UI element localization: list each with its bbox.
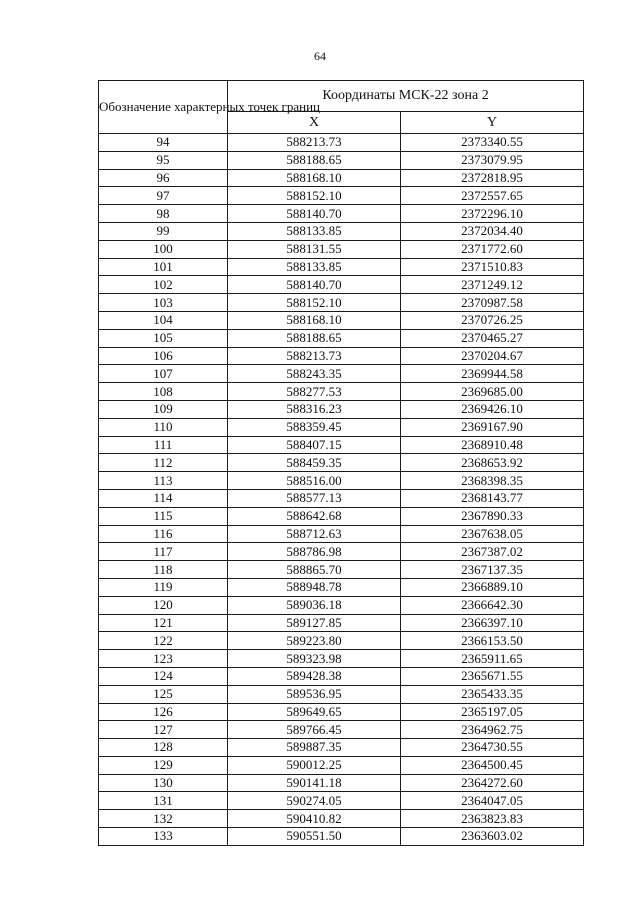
x-coordinate-cell: 588712.63 [228, 525, 401, 543]
table-row [99, 561, 584, 579]
x-coordinate-cell: 589766.45 [228, 721, 401, 739]
point-designation-header [99, 81, 321, 134]
point-number-cell: 125 [99, 685, 228, 703]
table-row [99, 721, 584, 739]
x-coordinate-cell: 589127.85 [228, 614, 401, 632]
x-coordinate-cell: 588168.10 [228, 169, 401, 187]
x-coordinate-cell: 590274.05 [228, 792, 401, 810]
point-number-cell: 122 [99, 632, 228, 650]
point-number-cell: 95 [99, 151, 228, 169]
table-row [99, 525, 584, 543]
table-row [99, 739, 584, 757]
table-row [99, 454, 584, 472]
x-coordinate-cell: 588140.70 [228, 276, 401, 294]
x-coordinate-cell: 588152.10 [228, 187, 401, 205]
table-row [99, 685, 584, 703]
x-coordinate-cell: 588243.35 [228, 365, 401, 383]
x-coordinate-cell: 588131.55 [228, 240, 401, 258]
x-coordinate-cell: 589323.98 [228, 650, 401, 668]
y-column-header: Y [401, 112, 584, 134]
y-coordinate-cell: 2367890.33 [401, 507, 584, 525]
y-coordinate-cell: 2371249.12 [401, 276, 584, 294]
table-row [99, 543, 584, 561]
point-number-cell: 130 [99, 774, 228, 792]
point-number-cell: 112 [99, 454, 228, 472]
x-coordinate-cell: 588133.85 [228, 258, 401, 276]
table-row [99, 632, 584, 650]
x-coordinate-cell: 590012.25 [228, 756, 401, 774]
table-row [99, 383, 584, 401]
point-number-cell: 108 [99, 383, 228, 401]
point-number-cell: 110 [99, 418, 228, 436]
point-number-cell: 123 [99, 650, 228, 668]
x-coordinate-cell: 590410.82 [228, 810, 401, 828]
point-number-cell: 104 [99, 311, 228, 329]
table-row [99, 258, 584, 276]
point-number-cell: 118 [99, 561, 228, 579]
y-coordinate-cell: 2365671.55 [401, 667, 584, 685]
y-coordinate-cell: 2370204.67 [401, 347, 584, 365]
point-number-cell: 100 [99, 240, 228, 258]
point-number-cell: 119 [99, 578, 228, 596]
y-coordinate-cell: 2365433.35 [401, 685, 584, 703]
x-coordinate-cell: 589649.65 [228, 703, 401, 721]
y-coordinate-cell: 2366397.10 [401, 614, 584, 632]
y-coordinate-cell: 2372296.10 [401, 205, 584, 223]
point-number-cell: 117 [99, 543, 228, 561]
table-row [99, 774, 584, 792]
x-coordinate-cell: 589536.95 [228, 685, 401, 703]
y-coordinate-cell: 2367387.02 [401, 543, 584, 561]
table-row [99, 365, 584, 383]
point-number-cell: 127 [99, 721, 228, 739]
point-number-cell: 111 [99, 436, 228, 454]
x-coordinate-cell: 588459.35 [228, 454, 401, 472]
y-coordinate-cell: 2364047.05 [401, 792, 584, 810]
y-coordinate-cell: 2372557.65 [401, 187, 584, 205]
table-row [99, 650, 584, 668]
x-coordinate-cell: 588577.13 [228, 489, 401, 507]
y-coordinate-cell: 2368398.35 [401, 472, 584, 490]
y-coordinate-cell: 2370465.27 [401, 329, 584, 347]
x-coordinate-cell: 588140.70 [228, 205, 401, 223]
point-number-cell: 94 [99, 134, 228, 152]
point-number-cell: 102 [99, 276, 228, 294]
page-number: 64 [314, 49, 326, 63]
x-coordinate-cell: 588865.70 [228, 561, 401, 579]
coordinates-table [98, 80, 584, 846]
y-coordinate-cell: 2364962.75 [401, 721, 584, 739]
x-coordinate-cell: 588642.68 [228, 507, 401, 525]
point-number-cell: 126 [99, 703, 228, 721]
y-coordinate-cell: 2369685.00 [401, 383, 584, 401]
table-row [99, 418, 584, 436]
x-coordinate-cell: 589223.80 [228, 632, 401, 650]
y-coordinate-cell: 2363823.83 [401, 810, 584, 828]
point-number-cell: 106 [99, 347, 228, 365]
x-coordinate-cell: 588786.98 [228, 543, 401, 561]
point-number-cell: 105 [99, 329, 228, 347]
point-number-cell: 129 [99, 756, 228, 774]
coordinates-group-header: Координаты МСК-22 зона 2 [228, 81, 584, 112]
x-coordinate-cell: 588516.00 [228, 472, 401, 490]
table-row [99, 507, 584, 525]
point-number-cell: 120 [99, 596, 228, 614]
table-row [99, 667, 584, 685]
table-row [99, 205, 584, 223]
table-body [99, 134, 584, 846]
point-number-cell: 98 [99, 205, 228, 223]
x-coordinate-cell: 590141.18 [228, 774, 401, 792]
y-coordinate-cell: 2364730.55 [401, 739, 584, 757]
point-number-cell: 133 [99, 828, 228, 846]
x-coordinate-cell: 588277.53 [228, 383, 401, 401]
x-coordinate-cell: 588152.10 [228, 294, 401, 312]
x-coordinate-cell: 588316.23 [228, 400, 401, 418]
point-number-cell: 96 [99, 169, 228, 187]
y-coordinate-cell: 2368653.92 [401, 454, 584, 472]
point-number-cell: 113 [99, 472, 228, 490]
table-row [99, 400, 584, 418]
y-coordinate-cell: 2373079.95 [401, 151, 584, 169]
point-number-cell: 103 [99, 294, 228, 312]
y-coordinate-cell: 2364272.60 [401, 774, 584, 792]
y-coordinate-cell: 2365197.05 [401, 703, 584, 721]
table-row [99, 240, 584, 258]
table-row [99, 810, 584, 828]
point-number-cell: 107 [99, 365, 228, 383]
table-row [99, 151, 584, 169]
y-coordinate-cell: 2372818.95 [401, 169, 584, 187]
point-number-cell: 128 [99, 739, 228, 757]
table-row [99, 792, 584, 810]
table-row [99, 578, 584, 596]
table-row [99, 311, 584, 329]
table-row [99, 222, 584, 240]
y-coordinate-cell: 2367137.35 [401, 561, 584, 579]
y-coordinate-cell: 2372034.40 [401, 222, 584, 240]
table-row [99, 436, 584, 454]
x-coordinate-cell: 588188.65 [228, 329, 401, 347]
point-number-cell: 132 [99, 810, 228, 828]
table-row [99, 472, 584, 490]
x-coordinate-cell: 588188.65 [228, 151, 401, 169]
y-coordinate-cell: 2373340.55 [401, 134, 584, 152]
table-row [99, 489, 584, 507]
y-coordinate-cell: 2369944.58 [401, 365, 584, 383]
table-row [99, 596, 584, 614]
point-number-cell: 116 [99, 525, 228, 543]
point-number-cell: 124 [99, 667, 228, 685]
y-coordinate-cell: 2366642.30 [401, 596, 584, 614]
table-row [99, 187, 584, 205]
x-coordinate-cell: 588133.85 [228, 222, 401, 240]
x-coordinate-cell: 590551.50 [228, 828, 401, 846]
y-coordinate-cell: 2369167.90 [401, 418, 584, 436]
x-coordinate-cell: 589428.38 [228, 667, 401, 685]
point-designation-header-text: Обозначение характерных точек границ [99, 99, 321, 114]
table-row [99, 347, 584, 365]
y-coordinate-cell: 2370726.25 [401, 311, 584, 329]
y-coordinate-cell: 2365911.65 [401, 650, 584, 668]
y-coordinate-cell: 2371772.60 [401, 240, 584, 258]
x-coordinate-cell: 589036.18 [228, 596, 401, 614]
point-number-cell: 131 [99, 792, 228, 810]
table-row [99, 329, 584, 347]
x-coordinate-cell: 588359.45 [228, 418, 401, 436]
x-coordinate-cell: 588407.15 [228, 436, 401, 454]
point-number-cell: 121 [99, 614, 228, 632]
y-coordinate-cell: 2367638.05 [401, 525, 584, 543]
y-coordinate-cell: 2371510.83 [401, 258, 584, 276]
x-coordinate-cell: 588168.10 [228, 311, 401, 329]
x-coordinate-cell: 588213.73 [228, 347, 401, 365]
y-coordinate-cell: 2366153.50 [401, 632, 584, 650]
point-number-cell: 109 [99, 400, 228, 418]
y-coordinate-cell: 2369426.10 [401, 400, 584, 418]
table-row [99, 169, 584, 187]
table-row [99, 756, 584, 774]
x-column-header: X [228, 112, 401, 134]
y-coordinate-cell: 2368910.48 [401, 436, 584, 454]
table-row [99, 828, 584, 846]
y-coordinate-cell: 2363603.02 [401, 828, 584, 846]
point-number-cell: 115 [99, 507, 228, 525]
table-row [99, 294, 584, 312]
y-coordinate-cell: 2370987.58 [401, 294, 584, 312]
x-coordinate-cell: 589887.35 [228, 739, 401, 757]
table-row [99, 614, 584, 632]
table-row [99, 276, 584, 294]
point-number-cell: 97 [99, 187, 228, 205]
x-coordinate-cell: 588213.73 [228, 134, 401, 152]
y-coordinate-cell: 2364500.45 [401, 756, 584, 774]
point-number-cell: 101 [99, 258, 228, 276]
table-row [99, 134, 584, 152]
point-number-cell: 99 [99, 222, 228, 240]
point-number-cell: 114 [99, 489, 228, 507]
y-coordinate-cell: 2368143.77 [401, 489, 584, 507]
x-coordinate-cell: 588948.78 [228, 578, 401, 596]
y-coordinate-cell: 2366889.10 [401, 578, 584, 596]
table-row [99, 703, 584, 721]
